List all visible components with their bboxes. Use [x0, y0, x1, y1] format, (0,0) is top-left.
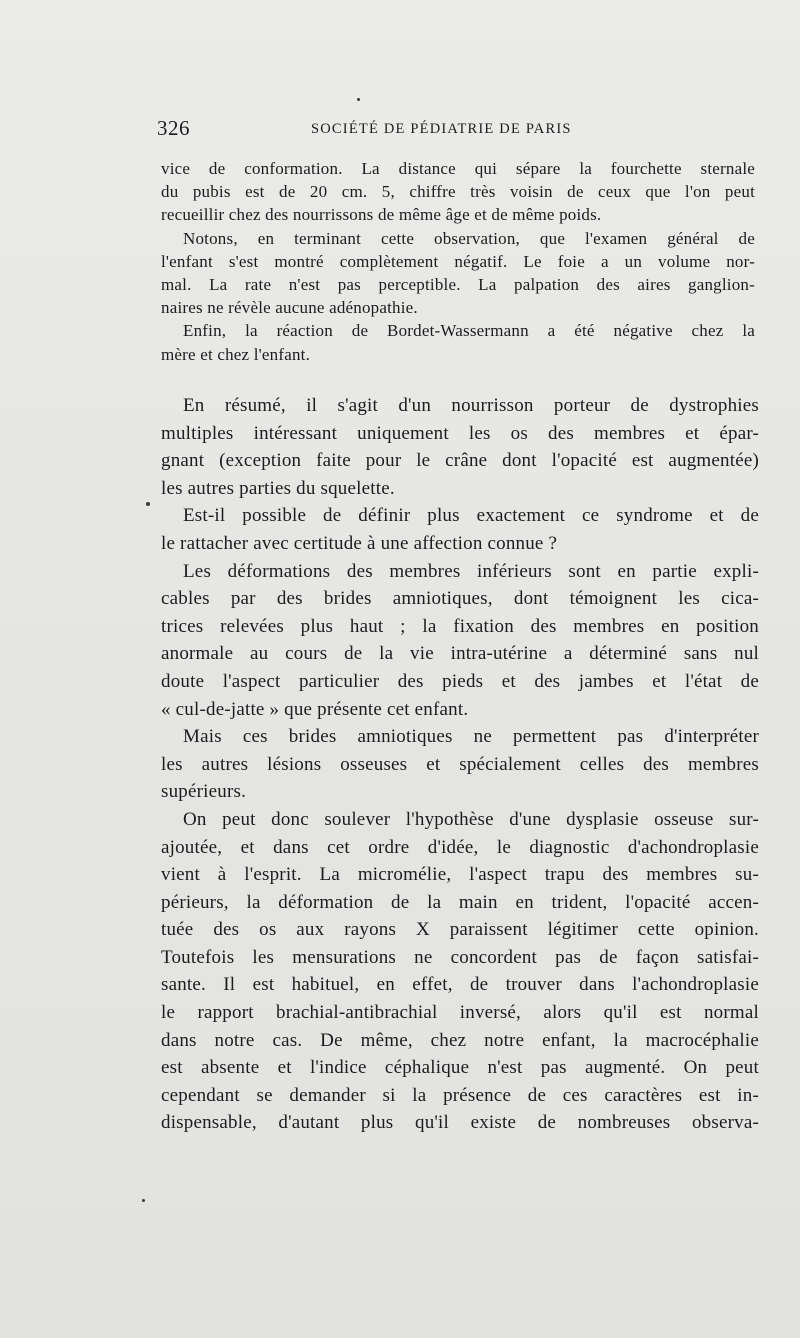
text-line: recueillir chez des nourrissons de même âge et de même poids.	[161, 205, 602, 225]
text-line: naires ne révèle aucune adénopathie.	[161, 298, 418, 318]
text-line: Enfin, la réaction de Bordet-Wassermann a été négative chez la	[183, 321, 755, 341]
text-line: dispensable, d'autant plus qu'il existe de nombreuses observa-	[161, 1112, 759, 1134]
text-line: cependant se demander si la présence de ces caractères est in-	[161, 1084, 759, 1106]
text-line: Les déformations des membres inférieurs sont en partie expli-	[183, 560, 759, 582]
text-line: doute l'aspect particulier des pieds et des jambes et l'état de	[161, 670, 759, 692]
text-line: le rattacher avec certitude à une affection connue ?	[161, 532, 558, 554]
text-line: périeurs, la déformation de la main en trident, l'opacité accen-	[161, 891, 759, 913]
observation-text-block	[161, 157, 755, 366]
text-line: les autres lésions osseuses et spécialement celles des membres	[161, 753, 759, 775]
text-line: mal. La rate n'est pas perceptible. La palpation des aires ganglion-	[161, 275, 755, 295]
print-speck	[146, 502, 150, 506]
text-line: les autres parties du squelette.	[161, 477, 395, 499]
text-line: multiples intéressant uniquement les os des membres et épar-	[161, 422, 759, 444]
page-header	[157, 116, 757, 146]
text-line: l'enfant s'est montré complètement négatif. Le foie a un volume nor-	[161, 251, 755, 271]
text-line: Toutefois les mensurations ne concordent pas de façon satisfai-	[161, 946, 759, 968]
text-line: cables par des brides amniotiques, dont témoignent les cica-	[161, 588, 759, 610]
text-line: vient à l'esprit. La micromélie, l'aspect trapu des membres su-	[161, 864, 759, 886]
text-line: ajoutée, et dans cet ordre d'idée, le diagnostic d'achondroplasie	[161, 836, 759, 858]
text-line: Est-il possible de définir plus exactement ce syndrome et de	[183, 505, 759, 527]
text-line: tuée des os aux rayons X paraissent légitimer cette opinion.	[161, 919, 759, 941]
text-line: Notons, en terminant cette observation, que l'examen général de	[183, 228, 755, 248]
text-line: sante. Il est habituel, en effet, de trouver dans l'achondroplasie	[161, 974, 759, 996]
text-line: vice de conformation. La distance qui sépare la fourchette sternale	[161, 159, 755, 178]
text-line: On peut donc soulever l'hypothèse d'une dysplasie osseuse sur-	[183, 808, 759, 830]
text-line: est absente et l'indice céphalique n'est pas augmenté. On peut	[161, 1057, 759, 1079]
summary-text-block	[161, 392, 759, 1137]
print-speck	[142, 1199, 145, 1202]
text-line: dans notre cas. De même, chez notre enfant, la macrocéphalie	[161, 1029, 759, 1051]
text-line: « cul-de-jatte » que présente cet enfant.	[161, 698, 469, 720]
text-line: trices relevées plus haut ; la fixation des membres en position	[161, 615, 759, 637]
print-speck	[357, 98, 360, 101]
text-line: gnant (exception faite pour le crâne dont l'opacité est augmentée)	[161, 450, 759, 472]
page-number: 326	[157, 116, 190, 140]
text-line: du pubis est de 20 cm. 5, chiffre très voisin de ceux que l'on peut	[161, 182, 755, 202]
text-line: anormale au cours de la vie intra-utérine a déterminé sans nul	[161, 643, 759, 665]
text-line: En résumé, il s'agit d'un nourrisson porteur de dystrophies	[183, 395, 759, 416]
text-line: mère et chez l'enfant.	[161, 344, 311, 364]
running-title: SOCIÉTÉ DE PÉDIATRIE DE PARIS	[311, 121, 572, 137]
text-line: supérieurs.	[161, 781, 247, 803]
text-line: Mais ces brides amniotiques ne permettent pas d'interpréter	[183, 726, 759, 748]
text-line: le rapport brachial-antibrachial inversé, alors qu'il est normal	[161, 1002, 759, 1024]
